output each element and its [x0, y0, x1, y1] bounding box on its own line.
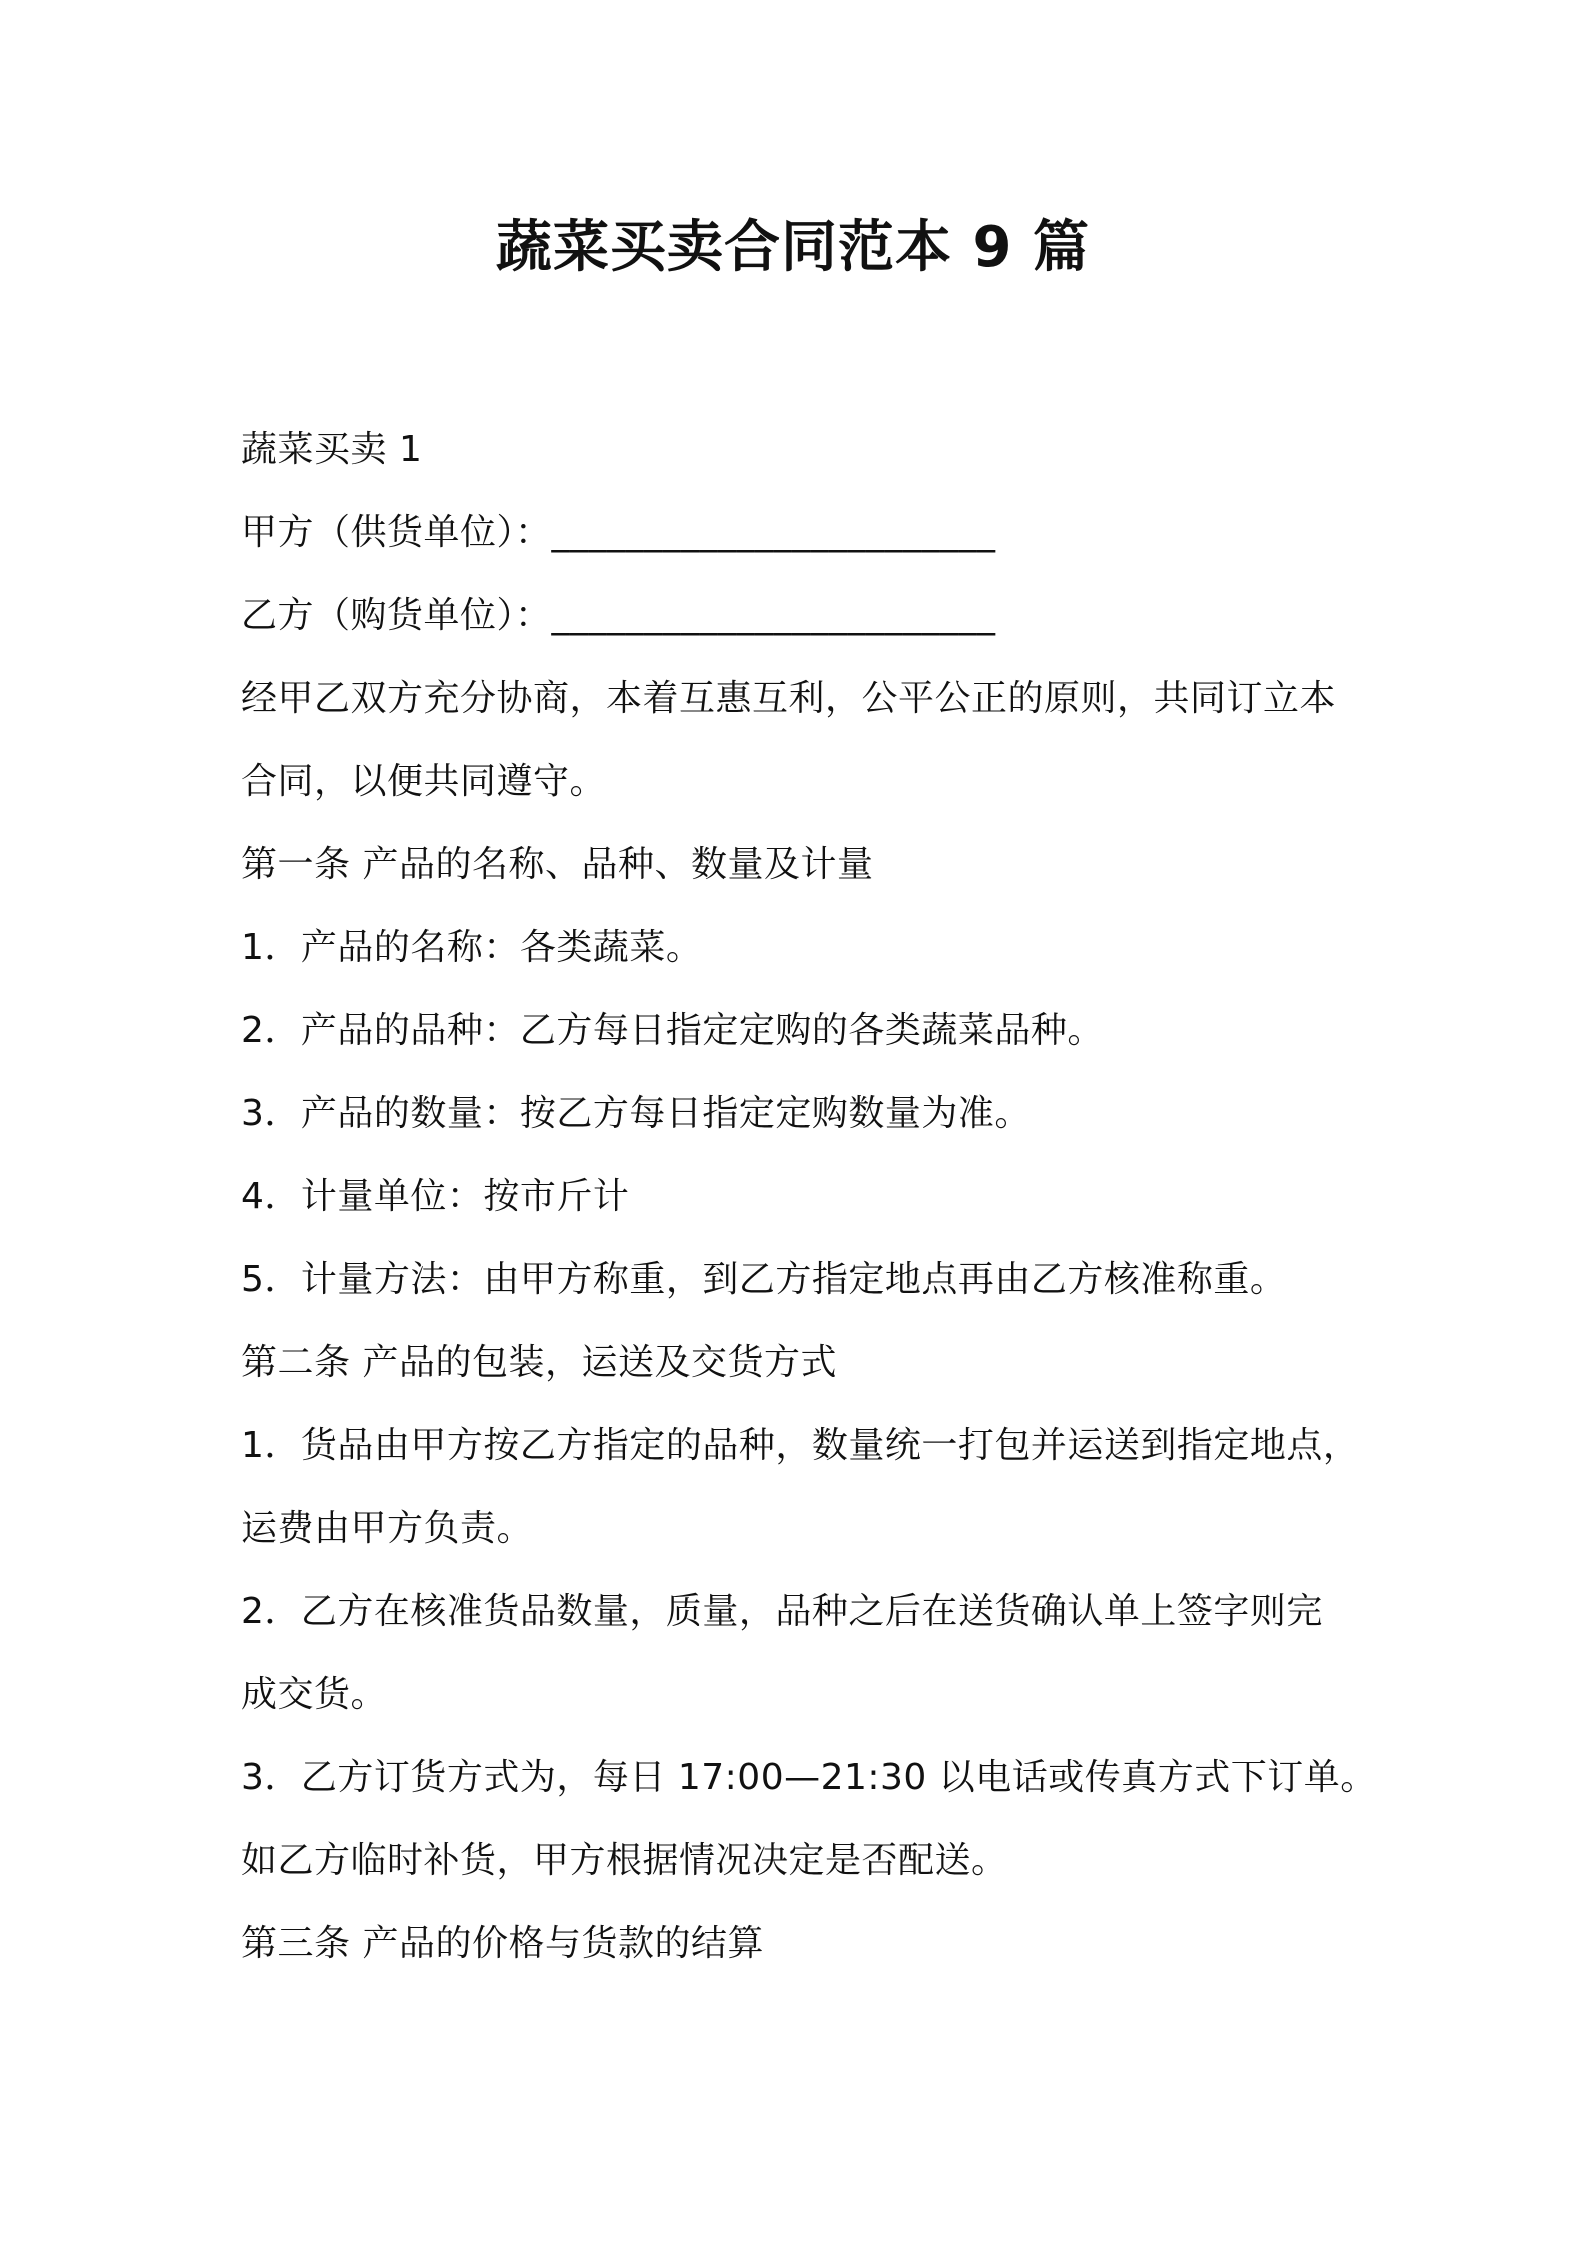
party-b-field: 乙方（购货单位）：________________________ [241, 595, 996, 636]
clause-item: 1．产品的名称：各类蔬菜。 [241, 927, 703, 968]
clause-item: 4．计量单位：按市斤计 [241, 1176, 630, 1217]
paragraph-line: 经甲乙双方充分协商，本着互惠互利，公平公正的原则，共同订立本 [241, 678, 1337, 719]
clause-item: 5．计量方法：由甲方称重，到乙方指定地点再由乙方核准称重。 [241, 1259, 1287, 1300]
article-heading: 第二条 产品的包装，运送及交货方式 [241, 1342, 837, 1383]
document-body [241, 408, 1377, 1985]
clause-item: 3．产品的数量：按乙方每日指定定购数量为准。 [241, 1093, 1031, 1134]
clause-item: 2．产品的品种：乙方每日指定定购的各类蔬菜品种。 [241, 1010, 1104, 1051]
clause-item-continuation: 如乙方临时补货，甲方根据情况决定是否配送。 [241, 1840, 1008, 1881]
article-heading: 第三条 产品的价格与货款的结算 [241, 1923, 764, 1964]
section-heading: 蔬菜买卖 1 [241, 429, 423, 470]
clause-item-continuation: 运费由甲方负责。 [241, 1508, 534, 1549]
party-a-field: 甲方（供货单位）：________________________ [241, 512, 996, 553]
paragraph-line: 合同，以便共同遵守。 [241, 761, 607, 802]
clause-item-continuation: 成交货。 [241, 1674, 388, 1715]
clause-item: 2．乙方在核准货品数量，质量，品种之后在送货确认单上签字则完 [241, 1591, 1323, 1632]
article-heading: 第一条 产品的名称、品种、数量及计量 [241, 844, 874, 885]
clause-item: 1．货品由甲方按乙方指定的品种，数量统一打包并运送到指定地点， [241, 1425, 1360, 1466]
document-title: 蔬菜买卖合同范本 9 篇 [496, 215, 1090, 280]
clause-item: 3．乙方订货方式为，每日 17:00—21:30 以电话或传真方式下订单。 [241, 1757, 1377, 1798]
